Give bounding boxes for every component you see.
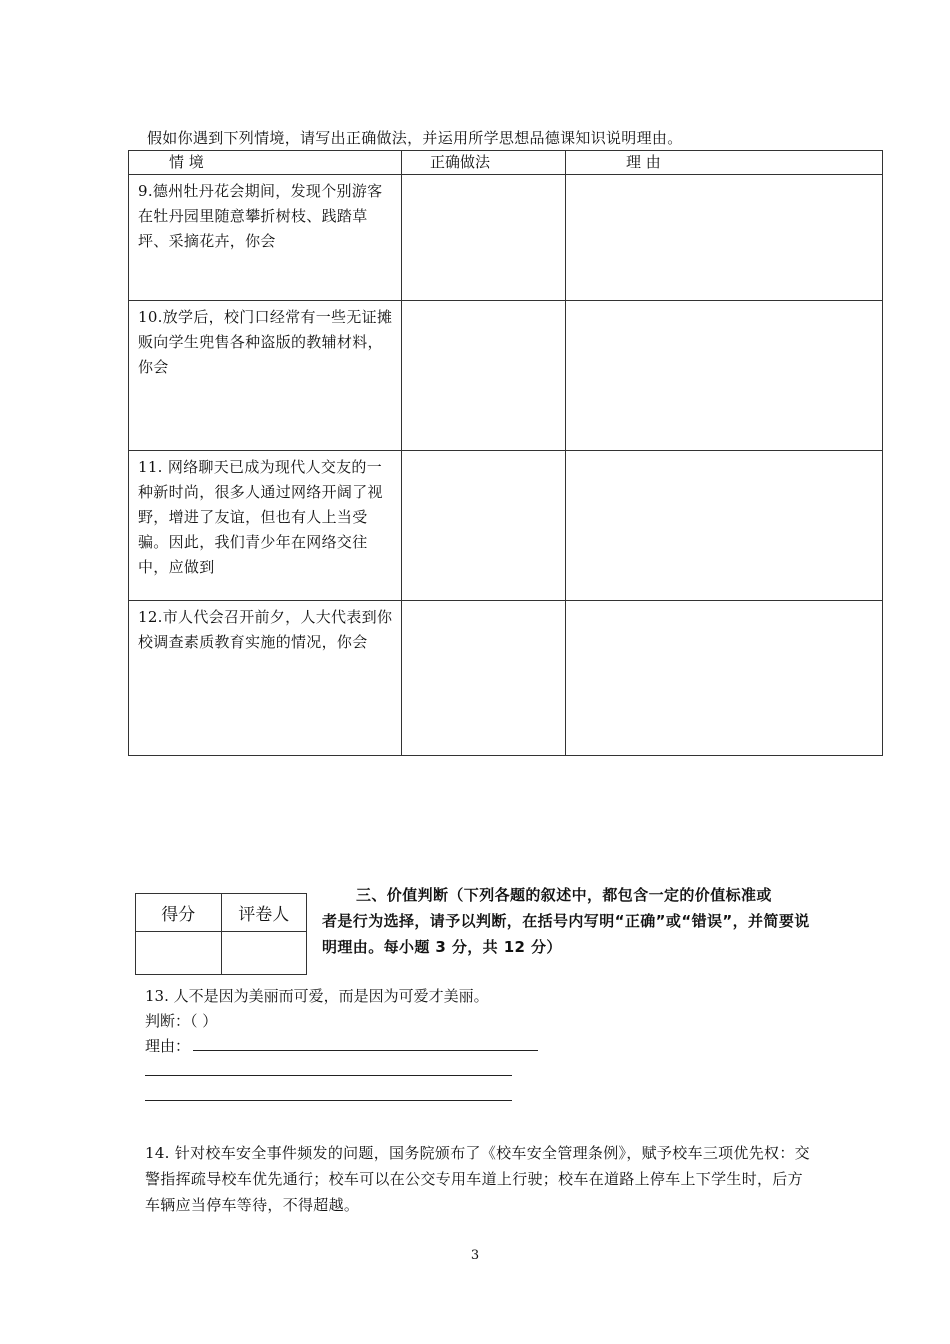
question-13-text: 13. 人不是因为美丽而可爱，而是因为可爱才美丽。 xyxy=(145,987,489,1005)
section-3-body: 者是行为选择，请予以判断，在括号内写明“正确”或“错误”，并简要说明理由。每小题 3 分，共 12 分） xyxy=(322,912,810,956)
answer-line[interactable] xyxy=(145,1075,512,1076)
score-box xyxy=(135,893,307,975)
grader-label: 评卷人 xyxy=(221,894,307,932)
header-reason: 理 由 xyxy=(566,151,883,175)
question-12-text: 12.市人代会召开前夕，人大代表到你校调查素质教育实施的情况，你会 xyxy=(129,601,402,756)
answer-cell-method[interactable] xyxy=(402,175,566,301)
question-11-text: 11. 网络聊天已成为现代人交友的一种新时尚，很多人通过网络开阔了视野，增进了友谊，但也有人上当受骗。因此，我们青少年在网络交往中，应做到 xyxy=(129,451,402,601)
question-9-text: 9.德州牡丹花会期间，发现个别游客在牡丹园里随意攀折树枝、践踏草坪、采摘花卉，你会 xyxy=(129,175,402,301)
scenario-table xyxy=(128,150,883,756)
table-row xyxy=(129,301,883,451)
page-number: 3 xyxy=(470,1248,480,1263)
answer-cell-reason[interactable] xyxy=(566,175,883,301)
question-10-text: 10.放学后，校门口经常有一些无证摊贩向学生兜售各种盗版的教辅材料，你会 xyxy=(129,301,402,451)
header-method: 正确做法 xyxy=(402,151,566,175)
answer-cell-reason[interactable] xyxy=(566,301,883,451)
score-cell[interactable] xyxy=(136,932,222,975)
answer-cell-reason[interactable] xyxy=(566,451,883,601)
table-row xyxy=(129,451,883,601)
answer-line[interactable] xyxy=(145,1100,512,1101)
header-scenario: 情 境 xyxy=(129,151,402,175)
question-13-reason-label: 理由： xyxy=(145,1037,191,1055)
score-label: 得分 xyxy=(136,894,222,932)
answer-cell-method[interactable] xyxy=(402,301,566,451)
table-row xyxy=(129,175,883,301)
answer-line[interactable] xyxy=(193,1050,538,1051)
section-3-instructions xyxy=(322,882,822,960)
question-14-text: 14. 针对校车安全事件频发的问题，国务院颁布了《校车安全管理条例》，赋予校车三项优先权：交警指挥疏导校车优先通行；校车可以在公交专用车道上行驶；校车在道路上停车上下学生时，后方车辆应当停车等待，不得超越。 xyxy=(145,1144,810,1214)
answer-cell-reason[interactable] xyxy=(566,601,883,756)
section-3-title: 三、价值判断（下列各题的叙述中，都包含一定的价值标准或 xyxy=(356,886,772,904)
table-header-row xyxy=(129,151,883,175)
answer-cell-method[interactable] xyxy=(402,451,566,601)
table-row xyxy=(129,601,883,756)
answer-cell-method[interactable] xyxy=(402,601,566,756)
question-13-judge: 判断：（ ） xyxy=(145,1012,218,1030)
instruction-text: 假如你遇到下列情境，请写出正确做法，并运用所学思想品德课知识说明理由。 xyxy=(147,129,683,147)
grader-cell[interactable] xyxy=(221,932,307,975)
